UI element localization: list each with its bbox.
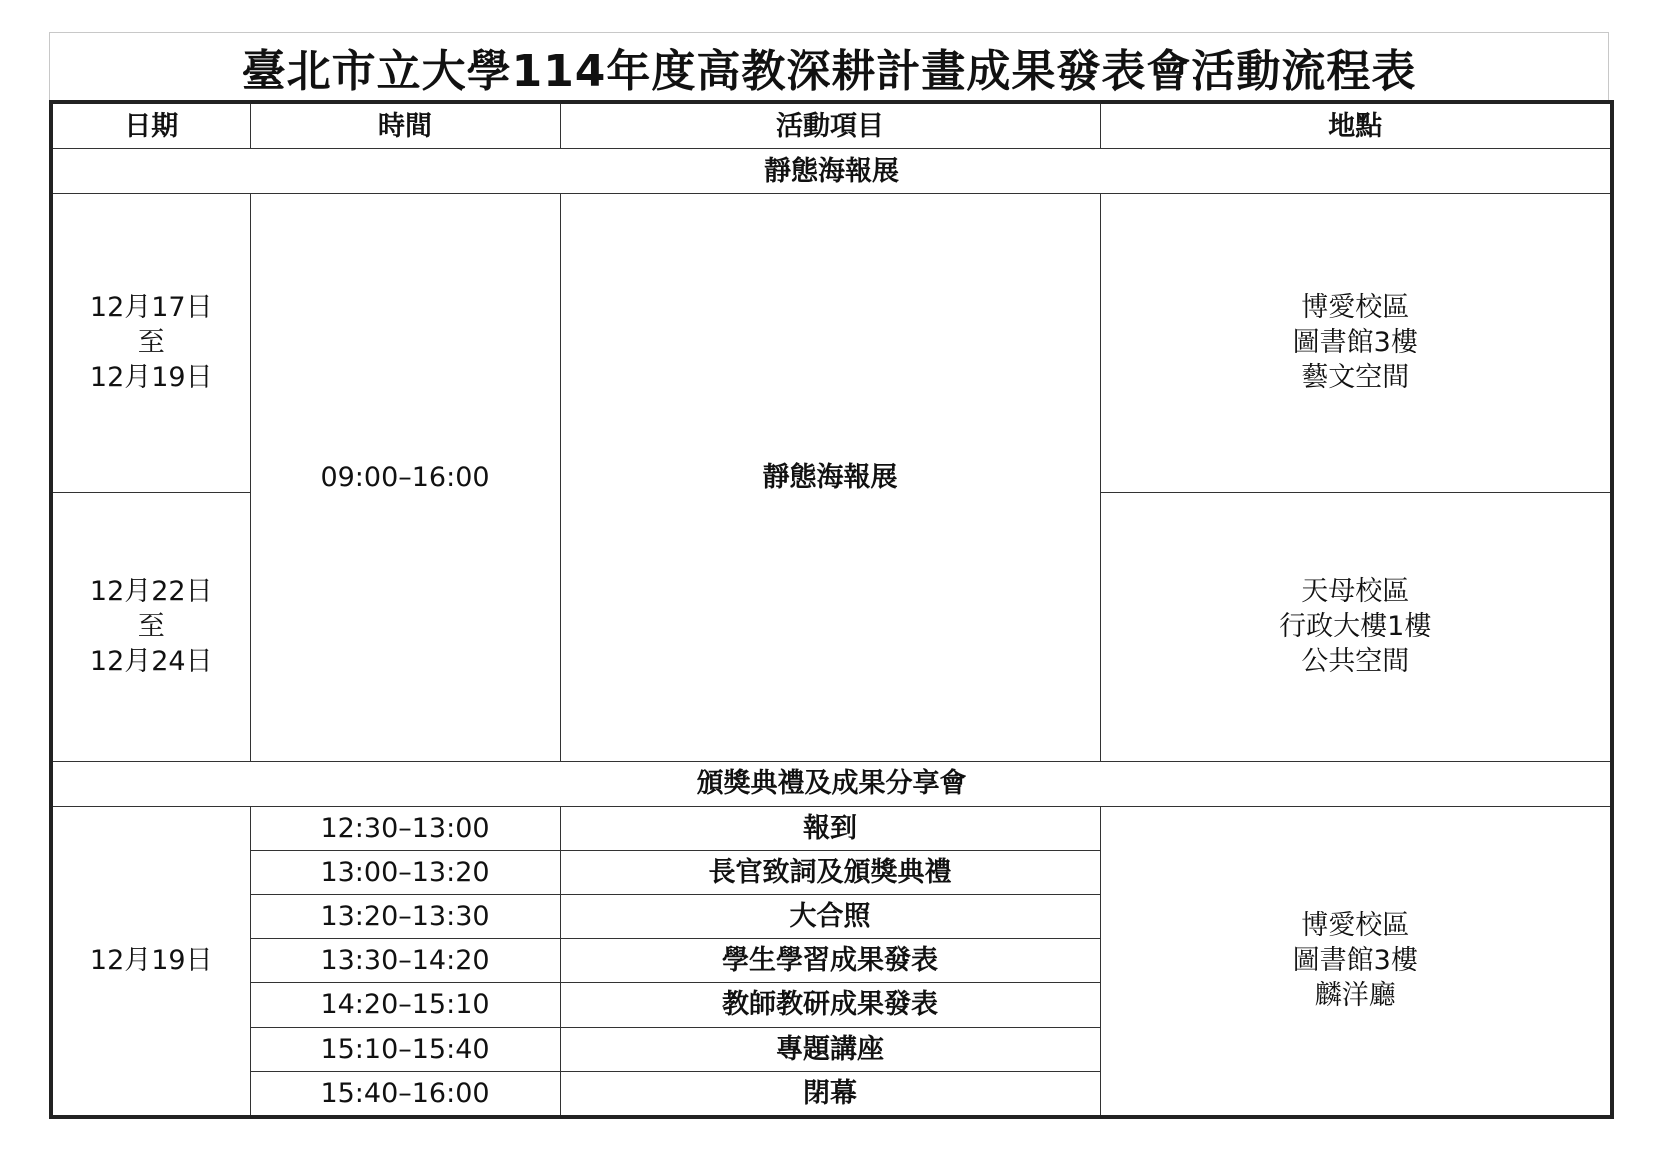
- ceremony-location-line: 圖書館3樓: [1292, 945, 1418, 977]
- poster-location-b-line: 天母校區: [1301, 575, 1410, 607]
- ceremony-time: 13:20–13:30: [250, 895, 560, 939]
- ceremony-time: 15:40–16:00: [250, 1071, 560, 1117]
- ceremony-time: 12:30–13:00: [250, 806, 560, 850]
- header-date: 日期: [51, 102, 250, 149]
- poster-date-b-end: 12月24日: [89, 646, 213, 678]
- poster-time: 09:00–16:00: [250, 194, 560, 761]
- poster-date-a-start: 12月17日: [89, 292, 213, 324]
- header-activity: 活動項目: [560, 102, 1100, 149]
- section-title-ceremony: 頒獎典禮及成果分享會: [51, 761, 1612, 806]
- header-time: 時間: [250, 102, 560, 149]
- ceremony-date: 12月19日: [51, 806, 250, 1117]
- ceremony-time: 13:30–14:20: [250, 939, 560, 983]
- poster-date-b-to: 至: [137, 610, 165, 642]
- schedule-table: [49, 100, 1614, 1119]
- ceremony-time: 15:10–15:40: [250, 1027, 560, 1071]
- poster-location-a-line: 博愛校區: [1301, 292, 1410, 324]
- ceremony-row: [51, 806, 1612, 850]
- page-title: 臺北市立大學114年度高教深耕計畫成果發表會活動流程表: [241, 45, 1417, 97]
- ceremony-activity: 報到: [560, 806, 1100, 850]
- poster-location-a-line: 藝文空間: [1301, 362, 1410, 394]
- poster-location-a: [1100, 194, 1612, 492]
- ceremony-activity: 學生學習成果發表: [560, 939, 1100, 983]
- poster-location-b-line: 公共空間: [1301, 646, 1410, 678]
- ceremony-location-line: 博愛校區: [1301, 910, 1410, 942]
- poster-activity: 靜態海報展: [560, 194, 1100, 761]
- ceremony-activity: 專題講座: [560, 1027, 1100, 1071]
- poster-date-a: [51, 194, 250, 492]
- poster-location-a-line: 圖書館3樓: [1292, 327, 1418, 359]
- header-location: 地點: [1100, 102, 1612, 149]
- ceremony-location: [1100, 806, 1612, 1117]
- ceremony-location-line: 麟洋廳: [1314, 980, 1396, 1012]
- poster-date-a-end: 12月19日: [89, 362, 213, 394]
- poster-date-b-start: 12月22日: [89, 575, 213, 607]
- poster-date-b: [51, 492, 250, 761]
- ceremony-time: 14:20–15:10: [250, 983, 560, 1027]
- title-box: [49, 32, 1609, 100]
- ceremony-activity: 大合照: [560, 895, 1100, 939]
- section-title-poster: 靜態海報展: [51, 149, 1612, 194]
- ceremony-activity: 教師教研成果發表: [560, 983, 1100, 1027]
- section-row-poster: [51, 149, 1612, 194]
- section-row-ceremony: [51, 761, 1612, 806]
- poster-date-a-to: 至: [137, 327, 165, 359]
- poster-location-b: [1100, 492, 1612, 761]
- ceremony-activity: 閉幕: [560, 1071, 1100, 1117]
- poster-location-b-line: 行政大樓1樓: [1279, 610, 1432, 642]
- ceremony-activity: 長官致詞及頒獎典禮: [560, 850, 1100, 894]
- ceremony-time: 13:00–13:20: [250, 850, 560, 894]
- header-row: [51, 102, 1612, 149]
- poster-period-a-row: [51, 194, 1612, 492]
